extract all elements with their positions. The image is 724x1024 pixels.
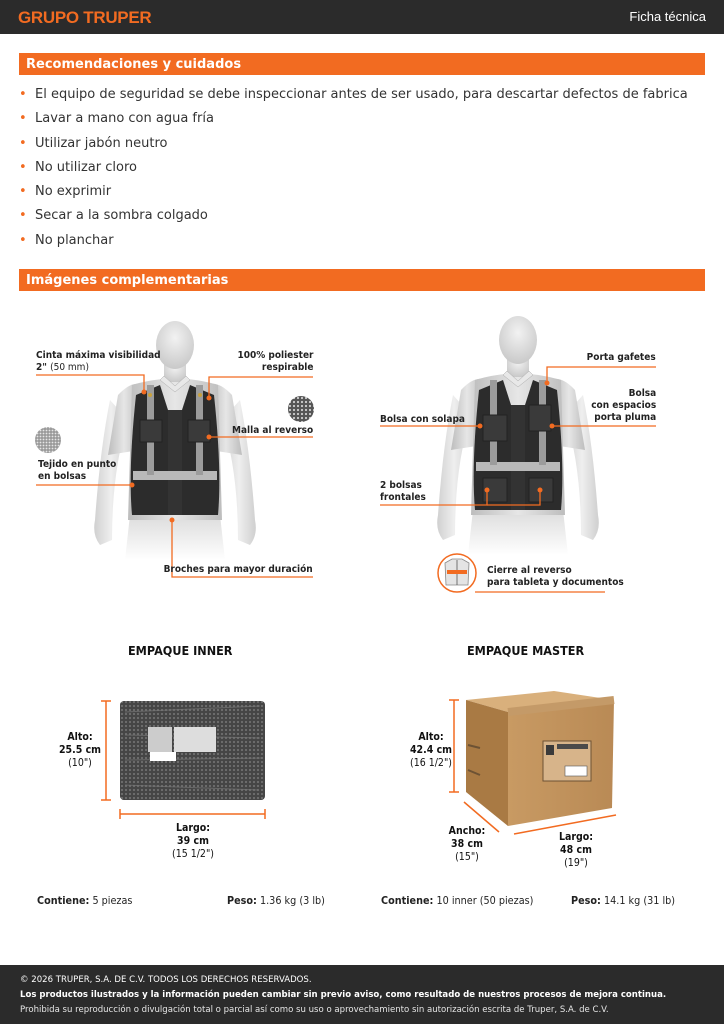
master-contents: Contiene: 10 inner (50 piezas) (381, 895, 534, 907)
list-item: • Utilizar jabón neutro (19, 135, 168, 151)
inner-contents: Contiene: 5 piezas (37, 895, 133, 907)
callout-flap-pocket: Bolsa con solapa (380, 414, 465, 425)
change-notice-text: Los productos ilustrados y la información pueden cambiar sin previo aviso, como resultado de nuestros procesos de mejora continua. (20, 990, 667, 1000)
inner-length-dimension: Largo: 39 cm (15 1/2") (172, 822, 214, 860)
bullet-icon: • (19, 232, 27, 248)
back-zipper-icon (438, 554, 476, 592)
master-height-dimension: Alto: 42.4 cm (16 1/2") (409, 731, 453, 769)
section-title-complementary-images: Imágenes complementarias (19, 269, 705, 291)
section-title-recommendations: Recomendaciones y cuidados (19, 53, 705, 75)
master-box-illustration (466, 691, 614, 826)
master-width-dimension: Ancho: 38 cm (15") (448, 825, 486, 863)
callout-visibility-tape: Cinta máxima visibilidad 2" (50 mm) (36, 350, 161, 373)
list-item: • No planchar (19, 232, 114, 248)
inner-height-dimension: Alto: 25.5 cm (10") (58, 731, 102, 769)
knit-texture-swatch (35, 427, 61, 453)
callout-back-zipper: Cierre al reverso para tableta y documentos (487, 565, 624, 588)
callout-front-pockets: 2 bolsas frontales (380, 480, 426, 503)
inner-weight: Peso: 1.36 kg (3 lb) (227, 895, 325, 907)
callout-snaps: Broches para mayor duración (163, 564, 313, 575)
bullet-icon: • (19, 159, 27, 175)
back-mannequin (437, 316, 599, 555)
copyright-text: © 2026 TRUPER, S.A. DE C.V. TODOS LOS DERECHOS RESERVADOS. (20, 975, 312, 985)
bullet-icon: • (19, 111, 27, 127)
mesh-texture-swatch (288, 396, 314, 422)
callout-pen-pocket: Bolsa con espacios porta pluma (591, 388, 656, 423)
bullet-icon: • (19, 87, 27, 102)
reproduction-notice-text: Prohibida su reproducción o divulgación total o parcial así como su uso o aprovechamiento sin autorización escrita de Truper, S.A. de C.V. (20, 1005, 609, 1015)
callout-back-mesh: Malla al reverso (231, 425, 313, 436)
callout-badge-holder: Porta gafetes (586, 352, 656, 363)
bullet-icon: • (19, 135, 27, 151)
callout-knit-pockets: Tejido en punto en bolsas (38, 459, 117, 482)
master-weight: Peso: 14.1 kg (31 lb) (571, 895, 676, 907)
list-item: • Secar a la sombra colgado (19, 208, 208, 224)
master-package-title: EMPAQUE MASTER (467, 643, 585, 658)
list-item: • No utilizar cloro (19, 159, 137, 175)
inner-package-title: EMPAQUE INNER (128, 643, 233, 658)
list-item: • No exprimir (19, 184, 112, 200)
inner-package-illustration (120, 701, 265, 800)
document-type-label: Ficha técnica (629, 9, 706, 24)
bullet-icon: • (19, 208, 27, 224)
list-item: • El equipo de seguridad se debe inspeccionar antes de ser usado, para descartar defectos de fabrica (19, 87, 688, 102)
list-item: • Lavar a mano con agua fría (19, 111, 214, 127)
legal-footer (0, 965, 724, 1024)
master-length-dimension: Largo: 48 cm (19") (558, 831, 594, 869)
callout-polyester: 100% poliester respirable (236, 350, 313, 373)
brand-logo: GRUPO TRUPER (18, 8, 152, 27)
bullet-icon: • (19, 184, 27, 200)
